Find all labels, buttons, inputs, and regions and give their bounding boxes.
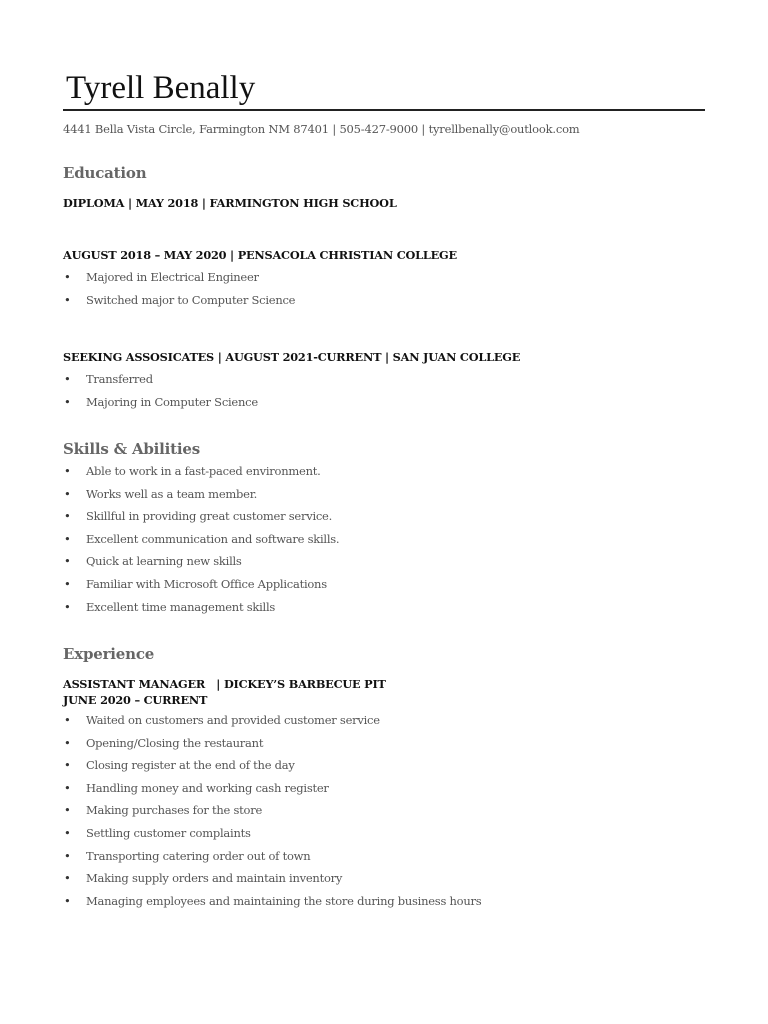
bullet-icon: • bbox=[64, 292, 71, 307]
education-heading: Education bbox=[63, 164, 147, 182]
list-item bbox=[63, 528, 705, 551]
bullet-icon: • bbox=[64, 531, 71, 546]
bullet-icon: • bbox=[64, 871, 71, 886]
bullet-icon: • bbox=[64, 735, 71, 750]
list-item-text: Majoring in Computer Science bbox=[86, 394, 258, 409]
list-item bbox=[63, 550, 705, 573]
list-item-text: Opening/Closing the restaurant bbox=[86, 735, 264, 750]
list-item-text: Transporting catering order out of town bbox=[86, 848, 311, 863]
list-item bbox=[63, 799, 705, 822]
bullet-icon: • bbox=[64, 713, 71, 727]
list-item-text: Transferred bbox=[86, 372, 153, 386]
list-item bbox=[63, 266, 705, 289]
list-item-text: Handling money and working cash register bbox=[86, 780, 329, 795]
bullet-icon: • bbox=[64, 599, 71, 614]
bullet-icon: • bbox=[64, 464, 71, 478]
education-entry-title: SEEKING ASSOSICATES | AUGUST 2021-CURRENT | SAN JUAN COLLEGE bbox=[63, 350, 521, 364]
list-item-text: Closing register at the end of the day bbox=[86, 758, 295, 773]
list-item bbox=[63, 596, 705, 619]
skills-section bbox=[63, 438, 705, 618]
list-item bbox=[63, 483, 705, 506]
skills-list bbox=[63, 460, 705, 618]
experience-entry-title: ASSISTANT MANAGER | DICKEY’S BARBECUE PIT bbox=[63, 677, 386, 691]
contact-info: 4441 Bella Vista Circle, Farmington NM 87401 | 505-427-9000 | tyrellbenally@outlook.com bbox=[63, 122, 580, 136]
experience-heading: Experience bbox=[63, 645, 155, 663]
experience-entry-dates: JUNE 2020 – CURRENT bbox=[63, 693, 208, 707]
list-item-text: Waited on customers and provided customer service bbox=[86, 713, 380, 727]
list-item bbox=[63, 732, 705, 755]
list-item-text: Excellent communication and software skills. bbox=[86, 531, 340, 546]
list-item bbox=[63, 289, 705, 312]
list-item-text: Skillful in providing great customer service. bbox=[86, 509, 333, 524]
list-item bbox=[63, 391, 705, 414]
bullet-icon: • bbox=[64, 803, 71, 818]
list-item-text: Making supply orders and maintain inventory bbox=[86, 871, 343, 886]
list-item-text: Quick at learning new skills bbox=[86, 554, 242, 569]
list-item-text: Switched major to Computer Science bbox=[86, 292, 296, 307]
resume-header bbox=[63, 68, 705, 138]
list-item-text: Settling customer complaints bbox=[86, 825, 251, 840]
list-item-text: Making purchases for the store bbox=[86, 803, 263, 818]
experience-section bbox=[63, 643, 705, 665]
bullet-icon: • bbox=[64, 893, 71, 908]
experience-entry bbox=[63, 676, 705, 912]
list-item-text: Works well as a team member. bbox=[86, 486, 258, 501]
list-item bbox=[63, 867, 705, 890]
list-item bbox=[63, 505, 705, 528]
education-section bbox=[63, 162, 705, 184]
list-item bbox=[63, 822, 705, 845]
list-item bbox=[63, 573, 705, 596]
experience-bullets bbox=[63, 709, 705, 912]
bullet-icon: • bbox=[64, 372, 71, 386]
list-item bbox=[63, 754, 705, 777]
education-entry-bullets bbox=[63, 368, 705, 413]
bullet-icon: • bbox=[64, 486, 71, 501]
list-item bbox=[63, 460, 705, 483]
skills-heading: Skills & Abilities bbox=[63, 440, 200, 458]
education-entry bbox=[63, 349, 705, 413]
list-item bbox=[63, 845, 705, 868]
bullet-icon: • bbox=[64, 848, 71, 863]
list-item-text: Familiar with Microsoft Office Applications bbox=[86, 576, 327, 591]
bullet-icon: • bbox=[64, 576, 71, 591]
list-item-text: Excellent time management skills bbox=[86, 599, 276, 614]
bullet-icon: • bbox=[64, 554, 71, 569]
education-entry bbox=[63, 195, 705, 211]
bullet-icon: • bbox=[64, 758, 71, 773]
bullet-icon: • bbox=[64, 270, 71, 284]
education-entry bbox=[63, 247, 705, 311]
applicant-name: Tyrell Benally bbox=[66, 70, 256, 106]
education-entry-title: DIPLOMA | MAY 2018 | FARMINGTON HIGH SCHOOL bbox=[63, 196, 397, 210]
list-item bbox=[63, 890, 705, 913]
education-entry-bullets bbox=[63, 266, 705, 311]
bullet-icon: • bbox=[64, 780, 71, 795]
list-item bbox=[63, 709, 705, 732]
list-item-text: Able to work in a fast-paced environment. bbox=[86, 464, 321, 478]
bullet-icon: • bbox=[64, 509, 71, 524]
bullet-icon: • bbox=[64, 394, 71, 409]
list-item-text: Majored in Electrical Engineer bbox=[86, 270, 259, 284]
bullet-icon: • bbox=[64, 825, 71, 840]
list-item bbox=[63, 777, 705, 800]
header-divider bbox=[63, 109, 705, 111]
list-item-text: Managing employees and maintaining the store during business hours bbox=[86, 893, 482, 908]
list-item bbox=[63, 368, 705, 391]
education-entry-title: AUGUST 2018 – MAY 2020 | PENSACOLA CHRISTIAN COLLEGE bbox=[63, 248, 457, 262]
